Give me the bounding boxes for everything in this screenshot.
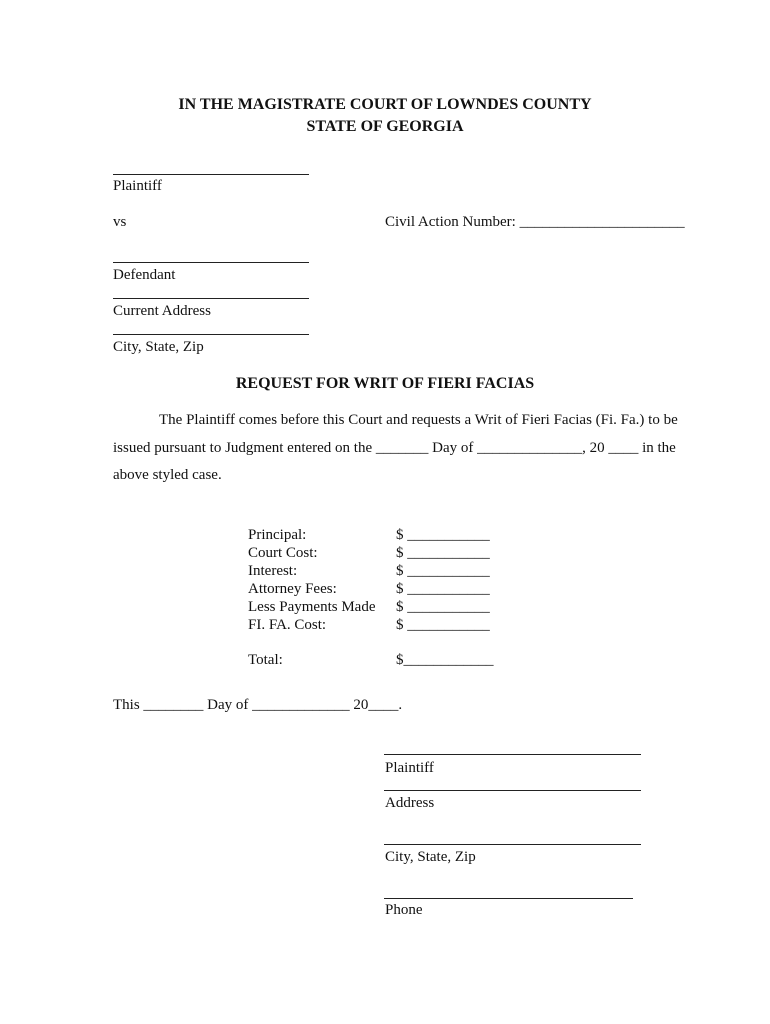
city-state-zip-line: [113, 334, 309, 335]
total-value: $____________: [396, 652, 494, 668]
plaintiff-label: Plaintiff: [113, 178, 162, 194]
court-heading: IN THE MAGISTRATE COURT OF LOWNDES COUNTY: [178, 96, 592, 113]
plaintiff-line: [113, 174, 309, 175]
date-line: This ________ Day of _____________ 20____.: [113, 697, 403, 713]
defendant-line: [113, 262, 309, 263]
civil-action-number: Civil Action Number: ______________________: [385, 214, 685, 230]
defendant-label: Defendant: [113, 267, 176, 283]
amount-value: $ ___________: [396, 617, 490, 633]
amount-value: $ ___________: [396, 599, 490, 615]
signature-city-line: [384, 844, 641, 845]
amount-labels: [248, 526, 375, 634]
current-address-line: [113, 298, 309, 299]
body-line-3: above styled case.: [113, 467, 222, 483]
amount-label: Attorney Fees:: [248, 581, 337, 597]
signature-plaintiff-label: Plaintiff: [385, 760, 434, 776]
signature-address-label: Address: [385, 795, 435, 811]
amount-value: $ ___________: [396, 581, 490, 597]
total-label: Total:: [248, 652, 283, 668]
signature-address-line: [384, 790, 641, 791]
signature-city-state-zip-label: City, State, Zip: [385, 849, 476, 865]
vs-label: vs: [113, 214, 127, 230]
amount-label: Interest:: [248, 563, 298, 579]
amount-value: $ ___________: [396, 527, 490, 543]
amount-label: FI. FA. Cost:: [248, 617, 327, 633]
amount-label: Court Cost:: [248, 545, 318, 561]
amount-label: Principal:: [248, 527, 307, 543]
document-title: REQUEST FOR WRIT OF FIERI FACIAS: [235, 375, 535, 392]
signature-phone-label: Phone: [385, 902, 423, 918]
body-line-1: The Plaintiff comes before this Court and requests a Writ of Fieri Facias (Fi. Fa.) to be: [159, 412, 678, 428]
body-line-2: issued pursuant to Judgment entered on the _______ Day of ______________, 20 ____ in the: [113, 440, 676, 456]
state-heading: STATE OF GEORGIA: [306, 118, 464, 135]
signature-plaintiff-line: [384, 754, 641, 755]
amount-value: $ ___________: [396, 563, 490, 579]
signature-phone-line: [384, 898, 633, 899]
city-state-zip-label: City, State, Zip: [113, 339, 204, 355]
amount-value: $ ___________: [396, 545, 490, 561]
amount-label: Less Payments Made: [248, 599, 376, 615]
current-address-label: Current Address: [113, 303, 211, 319]
amount-values: [396, 526, 490, 634]
